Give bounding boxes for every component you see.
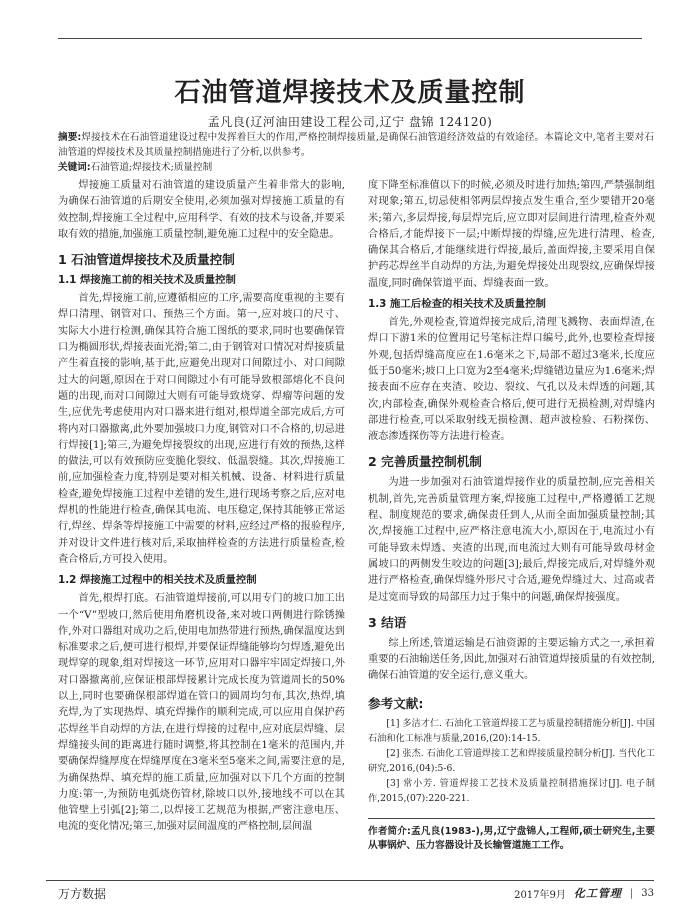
section-1-2-continued: 度下降至标准值以下的时候,必须及时进行加热;第四,严禁强制组对现象;第五,切忌使相邻两层焊接点发生重合,至少要错开20毫米;第六,多层焊接,每层焊完后,应立即对层间进行清理,检查外观合格后,才能焊接下一层;中断焊接的焊缝,应先进行清理、检查,确保其合格后,才能继续进行焊接,最后,盖面焊接,主要采用自保护药芯焊丝半自动焊的方法,为避免焊接处出现裂纹,应确保焊接温度,同时确保管道平面、焊缝表面一致。 <box>368 180 655 289</box>
references-heading: 参考文献: <box>368 695 424 711</box>
section-1-1-paragraph: 首先,焊接施工前,应遵循相应的工序,需要高度重视的主要有焊口清理、钢管对口、预热三个方面。第一,应对坡口的尺寸、实际大小进行检测,确保其符合施工图纸的要求,同时也要确保管口为椭圆形状,焊接表面光滑;第二,由于钢管对口情况对焊接质量产生着直接的影响,基于此,应避免出现对口间隙过小、对口间隙过大的问题,原因在于对口间隙过小有可能导致根部熔化不良问题的出现,而对口间隙过大则有可能导致烧穿、焊瘤等问题的发生,应优先考虑使用内对口器来进行组对,根焊道全部完成后,方可将内对口器撤离,此外要加强坡口力度,钢管对口不合格的,切忌进行焊接[1];第三,为避免焊接裂纹的出现,应进行有效的预热,这样的做法,可以有效预防应变脆化裂纹、低温裂缝。其次,焊接施工前,应加强检查力度,特别是要对相关机械、设备、材料进行质量检查,避免焊接施工过程中差错的发生,进行现场考察之后,应对电焊机的性能进行检查,确保其电流、电压稳定,保持其能够正常运行,焊丝、焊条等焊接施工中需要的材料,应经过严格的报验程序,并对设计文件进行核对后,采取抽样检查的方法进行质量检查,检查合格后,方可投入使用。 <box>58 293 345 565</box>
author-bio-text: 孟凡良(1983-),男,辽宁盘锦人,工程师,硕士研究生,主要从事锅炉、压力容器设计及长输管道施工工作。 <box>368 825 655 852</box>
page-number: 33 <box>641 887 654 899</box>
section-1-2-paragraph: 首先,根焊打底。石油管道焊接前,可以用专门的坡口加工出一个“V”型坡口,然后使用角磨机设备,来对坡口两侧进行除锈操作,外对口器组对成功之后,使用电加热带进行预热,确保温度达到标准要求之后,便可进行根焊,并要保证焊缝能够均匀焊透,避免出现焊穿的现象,组对焊接这一环节,应用对口器牢牢固定焊接口,外对口器撤离前,应保证根部焊接累计完成长度为管道周长的50%以上,同时也要确保根部焊道在管口的圆周均匀布,其次,热焊,填充焊,为了实现热焊、填充焊操作的顺利完成,可以应用自保护药芯焊丝半自动焊的方法,在进行焊接的过程中,应对底层焊缝、层焊缝接头间的距离进行随时调整,将其控制在1毫米的范围内,并要确保焊缝厚度在焊缝厚度在3毫米至5毫米之间,需要注意的是,为确保热焊、填充焊的施工质量,应加强对以下几个方面的控制力度:第一,为预防电弧烧伤管材,除坡口以外,接地线不可以在其他管壁上引弧[2];第二,以焊接工艺规范为根据,严密注意电压、电流的变化情况;第三,加强对层间温度的严格控制,层间温 <box>58 593 345 833</box>
section-1-3-heading: 1.3 施工后检查的相关技术及质量控制 <box>368 298 546 311</box>
reference-item: [2] 张杰. 石油化工管道焊接工艺和焊接质量控制分析[J]. 当代化工研究,2016,(04):5-6. <box>368 747 655 774</box>
section-2-heading: 2 完善质量控制机制 <box>368 454 482 470</box>
author-byline: 孟凡良(辽河油田建设工程公司,辽宁 盘锦 124120) <box>207 115 493 129</box>
section-1-1-heading: 1.1 焊接施工前的相关技术及质量控制 <box>58 274 236 287</box>
section-1-heading: 1 石油管道焊接技术及质量控制 <box>58 252 235 268</box>
left-column <box>58 178 345 836</box>
top-rule <box>58 38 642 39</box>
journal-name: 化工管理 <box>573 887 622 900</box>
footer-watermark: 万方数据 <box>58 887 107 901</box>
section-2-paragraph: 为进一步加强对石油管道焊接作业的质量控制,应完善相关机制,首先,完善质量管理方案,焊接施工过程中,严格遵循工艺规程、制度规范的要求,确保责任到人,从而全面加强质量控制;其次,焊接施工过程中,应严格注意电流大小,原因在于,电流过小有可能导致未焊透、夹渣的出现,而电流过大则有可能导致母材金属坡口的两侧发生咬边的问题[3];最后,焊接完成后,对焊缝外观进行严格检查,确保焊缝外形尺寸合适,避免焊缝过大、过高或者是过宽而导致的局部压力过于集中的问题,确保焊接强度。 <box>368 477 655 603</box>
reference-item: [3] 常小芳. 管道焊接工艺技术及质量控制措施探讨[J]. 电子制作,2015,(07):220-221. <box>368 777 655 804</box>
footer-separator: | <box>629 887 634 899</box>
footer-info <box>514 885 654 901</box>
abstract-label: 摘要: <box>58 132 82 143</box>
intro-paragraph: 焊接施工质量对石油管道的建设质量产生着非常大的影响,为确保石油管道的后期安全使用,必须加强对焊接施工质量的有效控制,焊接施工全过程中,应用科学、有效的技术与设备,并要采取有效的措施,加强施工质量控制,避免施工过程中的安全隐患。 <box>58 180 345 240</box>
bottom-rule <box>46 880 654 881</box>
keywords <box>58 160 654 175</box>
footer-date: 2017年9月 <box>514 889 566 901</box>
author-bio <box>368 818 655 854</box>
keywords-text: 石油管道;焊接技术;质量控制 <box>90 162 213 173</box>
section-1-3-paragraph: 首先,外观检查,管道焊接完成后,清理飞溅物、表面焊渣,在焊口下游1米的位置用记号笔标注焊口编号,此外,也要检查焊接外观,包括焊缝高度应在1.6毫米之下,局部不超过3毫米,长度应低于50毫米;坡口上口宽为2至4毫米;焊缝错边量应为1.6毫米;焊接表面不应存在夹渣、咬边、裂纹、气孔以及未焊透的问题,其次,内部检查,确保外观检查合格后,便可进行无损检测,对焊缝内部进行检查,可以采取射线无损检测、超声波检验、石粉探伤、液态渗透探伤等方法进行检查。 <box>368 317 655 443</box>
right-column <box>368 178 655 854</box>
abstract-text: 焊接技术在石油管道建设过程中发挥着巨大的作用,严格控制焊接质量,是确保石油管道经济效益的有效途径。本篇论文中,笔者主要对石油管道的焊接技术及其质量控制措施进行了分析,以供参考。 <box>58 132 654 158</box>
reference-item: [1] 多洁才仁. 石油化工管道焊接工艺与质量控制措施分析[J]. 中国石油和化工标准与质量,2016,(20):14-15. <box>368 717 655 744</box>
author-bio-label: 作者简介: <box>368 825 411 837</box>
section-3-paragraph: 综上所述,管道运输是石油资源的主要运输方式之一,承担着重要的石油输送任务,因此,加强对石油管道焊接质量的有效控制,确保石油管道的安全运行,意义重大。 <box>368 637 655 682</box>
abstract-block <box>58 130 654 175</box>
keywords-label: 关键词: <box>58 162 91 173</box>
abstract <box>58 130 654 160</box>
paper-title: 石油管道焊接技术及质量控制 <box>174 78 526 108</box>
section-3-heading: 3 结语 <box>368 614 407 630</box>
section-1-2-heading: 1.2 焊接施工过程中的相关技术及质量控制 <box>58 574 257 587</box>
